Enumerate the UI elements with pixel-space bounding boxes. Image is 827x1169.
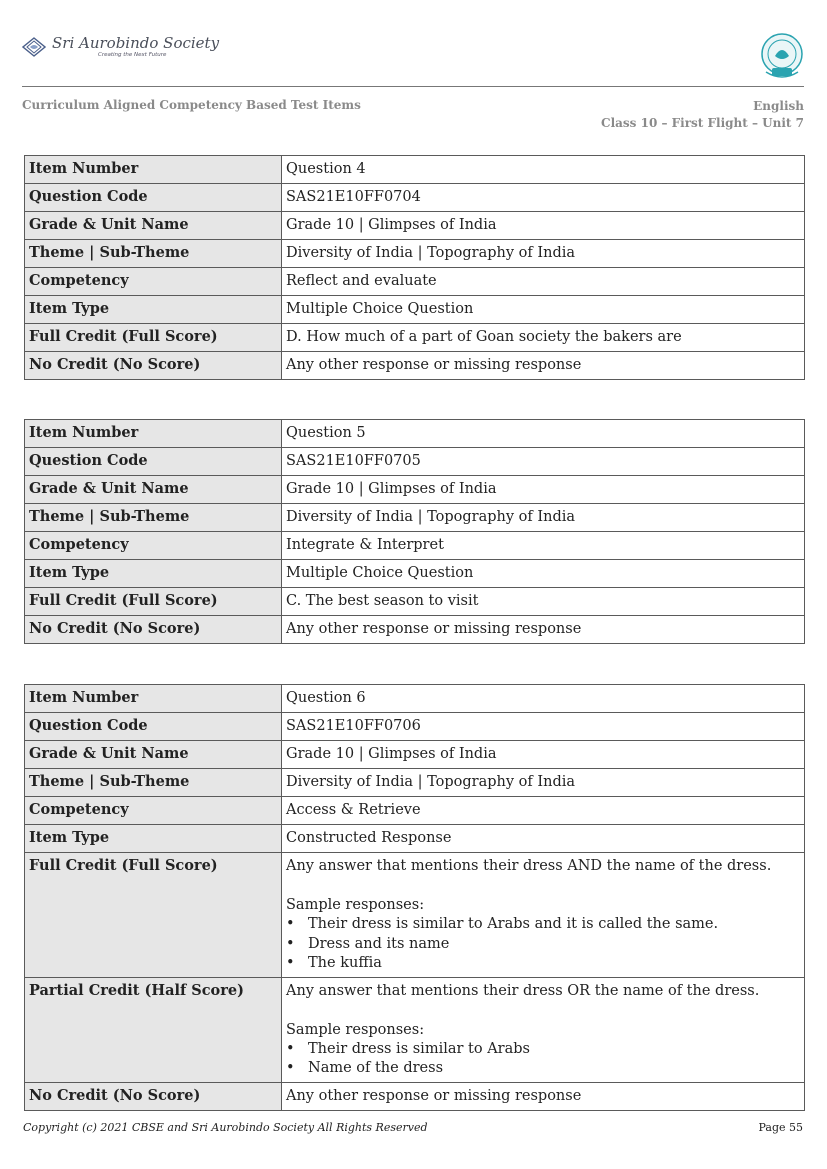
- field-label: Competency: [25, 797, 282, 825]
- field-label: Item Type: [25, 296, 282, 324]
- field-value: [282, 977, 805, 1082]
- field-label: Item Number: [25, 685, 282, 713]
- question-6-table: [24, 684, 805, 1111]
- field-label: Theme | Sub-Theme: [25, 769, 282, 797]
- list-item: • Dress and its name: [286, 935, 800, 955]
- field-value: Grade 10 | Glimpses of India: [282, 476, 805, 504]
- logo-wordmark: Sri Aurobindo Society: [52, 34, 220, 52]
- logo-tagline: Creating the Next Future: [98, 52, 167, 58]
- field-label: Item Type: [25, 825, 282, 853]
- sample-responses-list: [286, 915, 800, 974]
- field-label: Grade & Unit Name: [25, 476, 282, 504]
- cbse-logo: [760, 32, 804, 86]
- table-row: [25, 532, 805, 560]
- sample-responses-list: [286, 1040, 800, 1079]
- field-value: D. How much of a part of Goan society the bakers are: [282, 324, 805, 352]
- list-item: • Their dress is similar to Arabs and it is called the same.: [286, 915, 800, 935]
- field-value: Constructed Response: [282, 825, 805, 853]
- table-row: [25, 156, 805, 184]
- table-row: [25, 240, 805, 268]
- field-value: Diversity of India | Topography of India: [282, 504, 805, 532]
- page-number: Page 55: [758, 1121, 803, 1134]
- table-row: [25, 853, 805, 978]
- field-label: Partial Credit (Half Score): [25, 977, 282, 1082]
- table-row: [25, 448, 805, 476]
- table-row: [25, 1082, 805, 1110]
- field-label: Grade & Unit Name: [25, 741, 282, 769]
- field-label: Competency: [25, 268, 282, 296]
- field-value: Any other response or missing response: [282, 1082, 805, 1110]
- field-label: Question Code: [25, 448, 282, 476]
- table-row: [25, 741, 805, 769]
- field-value: Reflect and evaluate: [282, 268, 805, 296]
- field-label: No Credit (No Score): [25, 352, 282, 380]
- list-item: • The kuffia: [286, 954, 800, 974]
- field-value: Question 5: [282, 420, 805, 448]
- field-value: [282, 853, 805, 978]
- sample-label: Sample responses:: [286, 897, 425, 913]
- partial-credit-criteria: Any answer that mentions their dress OR the name of the dress.: [286, 982, 760, 999]
- cbse-seal-icon: [760, 32, 804, 82]
- unit-label: Class 10 – First Flight – Unit 7: [601, 116, 804, 130]
- field-value: Multiple Choice Question: [282, 560, 805, 588]
- table-row: [25, 685, 805, 713]
- list-item: • Name of the dress: [286, 1059, 800, 1079]
- field-label: Competency: [25, 532, 282, 560]
- table-row: [25, 352, 805, 380]
- table-row: [25, 324, 805, 352]
- table-row: [25, 268, 805, 296]
- full-credit-criteria: Any answer that mentions their dress AND the name of the dress.: [286, 858, 772, 874]
- table-row: [25, 504, 805, 532]
- field-value: Diversity of India | Topography of India: [282, 240, 805, 268]
- table-row: [25, 713, 805, 741]
- table-row: [25, 825, 805, 853]
- field-value: C. The best season to visit: [282, 588, 805, 616]
- field-value: SAS21E10FF0704: [282, 184, 805, 212]
- field-value: Question 4: [282, 156, 805, 184]
- sample-label: Sample responses:: [286, 1021, 425, 1038]
- document-title: Curriculum Aligned Competency Based Test Items: [22, 98, 361, 112]
- table-row: [25, 420, 805, 448]
- table-row: [25, 977, 805, 1082]
- sas-logo: [22, 36, 219, 58]
- lotus-icon: [22, 37, 46, 57]
- question-4-table: [24, 155, 805, 380]
- table-row: [25, 212, 805, 240]
- field-label: Full Credit (Full Score): [25, 853, 282, 978]
- field-value: SAS21E10FF0706: [282, 713, 805, 741]
- table-row: [25, 296, 805, 324]
- field-value: Grade 10 | Glimpses of India: [282, 212, 805, 240]
- field-value: Access & Retrieve: [282, 797, 805, 825]
- subject: English: [753, 99, 804, 113]
- field-value: Integrate & Interpret: [282, 532, 805, 560]
- table-row: [25, 797, 805, 825]
- field-label: Theme | Sub-Theme: [25, 504, 282, 532]
- field-value: Multiple Choice Question: [282, 296, 805, 324]
- field-value: Question 6: [282, 685, 805, 713]
- table-row: [25, 616, 805, 644]
- field-label: No Credit (No Score): [25, 616, 282, 644]
- field-label: No Credit (No Score): [25, 1082, 282, 1110]
- field-label: Item Type: [25, 560, 282, 588]
- field-label: Item Number: [25, 156, 282, 184]
- table-row: [25, 476, 805, 504]
- question-5-table: [24, 419, 805, 644]
- field-label: Item Number: [25, 420, 282, 448]
- field-value: Any other response or missing response: [282, 616, 805, 644]
- table-row: [25, 769, 805, 797]
- header-rule: [22, 86, 804, 87]
- field-label: Question Code: [25, 184, 282, 212]
- field-label: Grade & Unit Name: [25, 212, 282, 240]
- field-value: Grade 10 | Glimpses of India: [282, 741, 805, 769]
- table-row: [25, 560, 805, 588]
- copyright: Copyright (c) 2021 CBSE and Sri Aurobindo Society All Rights Reserved: [23, 1121, 428, 1134]
- field-label: Full Credit (Full Score): [25, 588, 282, 616]
- field-value: Any other response or missing response: [282, 352, 805, 380]
- field-label: Full Credit (Full Score): [25, 324, 282, 352]
- field-label: Question Code: [25, 713, 282, 741]
- table-row: [25, 184, 805, 212]
- field-label: Theme | Sub-Theme: [25, 240, 282, 268]
- subject-unit: [601, 98, 804, 132]
- field-value: SAS21E10FF0705: [282, 448, 805, 476]
- field-value: Diversity of India | Topography of India: [282, 769, 805, 797]
- table-row: [25, 588, 805, 616]
- list-item: • Their dress is similar to Arabs: [286, 1040, 800, 1060]
